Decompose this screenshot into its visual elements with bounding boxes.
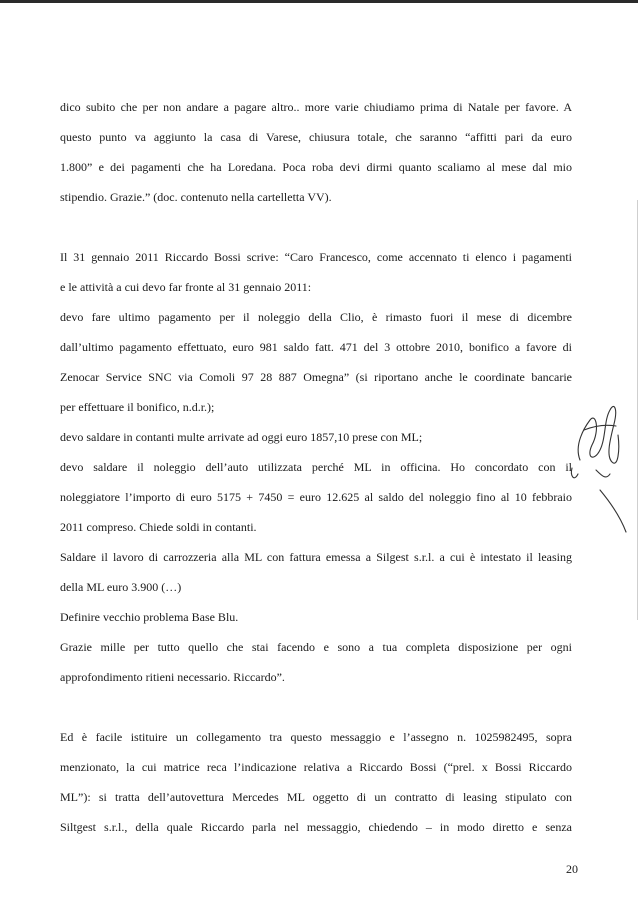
- text-line: dico subito che per non andare a pagare altro.. more varie chiudiamo prima di Natale per favore. A: [60, 100, 572, 114]
- text-line: devo fare ultimo pagamento per il noleggio della Clio, è rimasto fuori il mese di dicembre: [60, 310, 572, 324]
- paragraph-2: [60, 242, 572, 692]
- text-line: per effettuare il bonifico, n.d.r.);: [60, 400, 215, 414]
- paragraph-gap: [60, 692, 572, 722]
- text-line: Saldare il lavoro di carrozzeria alla ML con fattura emessa a Silgest s.r.l. a cui è intestato il leasing: [60, 550, 572, 564]
- text-line: ML”): si tratta dell’autovettura Mercedes ML oggetto di un contratto di leasing stipulato con: [60, 790, 572, 804]
- text-line: 2011 compreso. Chiede soldi in contanti.: [60, 520, 257, 534]
- text-line: approfondimento ritieni necessario. Riccardo”.: [60, 670, 285, 684]
- text-line: noleggiatore l’importo di euro 5175 + 7450 = euro 12.625 al saldo del noleggio fino al 10 febbraio: [60, 490, 572, 504]
- text-line: Zenocar Service SNC via Comoli 97 28 887 Omegna” (si riportano anche le coordinate bancarie: [60, 370, 572, 384]
- text-line: stipendio. Grazie.” (doc. contenuto nella cartelletta VV).: [60, 190, 332, 204]
- document-body: [60, 92, 572, 842]
- page-number: 20: [566, 862, 578, 876]
- paragraph-1: [60, 92, 572, 212]
- text-line: 1.800” e dei pagamenti che ha Loredana. Poca roba devi dirmi quanto scaliamo al mese dal mio: [60, 160, 572, 174]
- text-line: dall’ultimo pagamento effettuato, euro 981 saldo fatt. 471 del 3 ottobre 2010, bonifico a favore di: [60, 340, 572, 354]
- handwritten-signature: [560, 390, 634, 540]
- text-line: Definire vecchio problema Base Blu.: [60, 610, 239, 624]
- paragraph-gap: [60, 212, 572, 242]
- text-line: questo punto va aggiunto la casa di Varese, chiusura totale, che saranno “affitti pari da euro: [60, 130, 572, 144]
- text-line: devo saldare in contanti multe arrivate ad oggi euro 1857,10 prese con ML;: [60, 430, 423, 444]
- text-line: Il 31 gennaio 2011 Riccardo Bossi scrive: “Caro Francesco, come accennato ti elenco i pagamenti: [60, 250, 572, 264]
- top-border-rule: [0, 0, 638, 3]
- text-line: devo saldare il noleggio dell’auto utilizzata perché ML in officina. Ho concordato con il: [60, 460, 572, 474]
- paragraph-3: [60, 722, 572, 842]
- text-line: della ML euro 3.900 (…): [60, 580, 182, 594]
- text-line: Ed è facile istituire un collegamento tra questo messaggio e l’assegno n. 1025982495, sopra: [60, 730, 572, 744]
- text-line: menzionato, la cui matrice reca l’indicazione relativa a Riccardo Bossi (“prel. x Bossi Riccardo: [60, 760, 572, 774]
- text-line: Grazie mille per tutto quello che stai facendo e sono a tua completa disposizione per ogni: [60, 640, 572, 654]
- text-line: Siltgest s.r.l., della quale Riccardo parla nel messaggio, chiedendo – in modo diretto e senza: [60, 820, 572, 834]
- text-line: e le attività a cui devo far fronte al 31 gennaio 2011:: [60, 280, 312, 294]
